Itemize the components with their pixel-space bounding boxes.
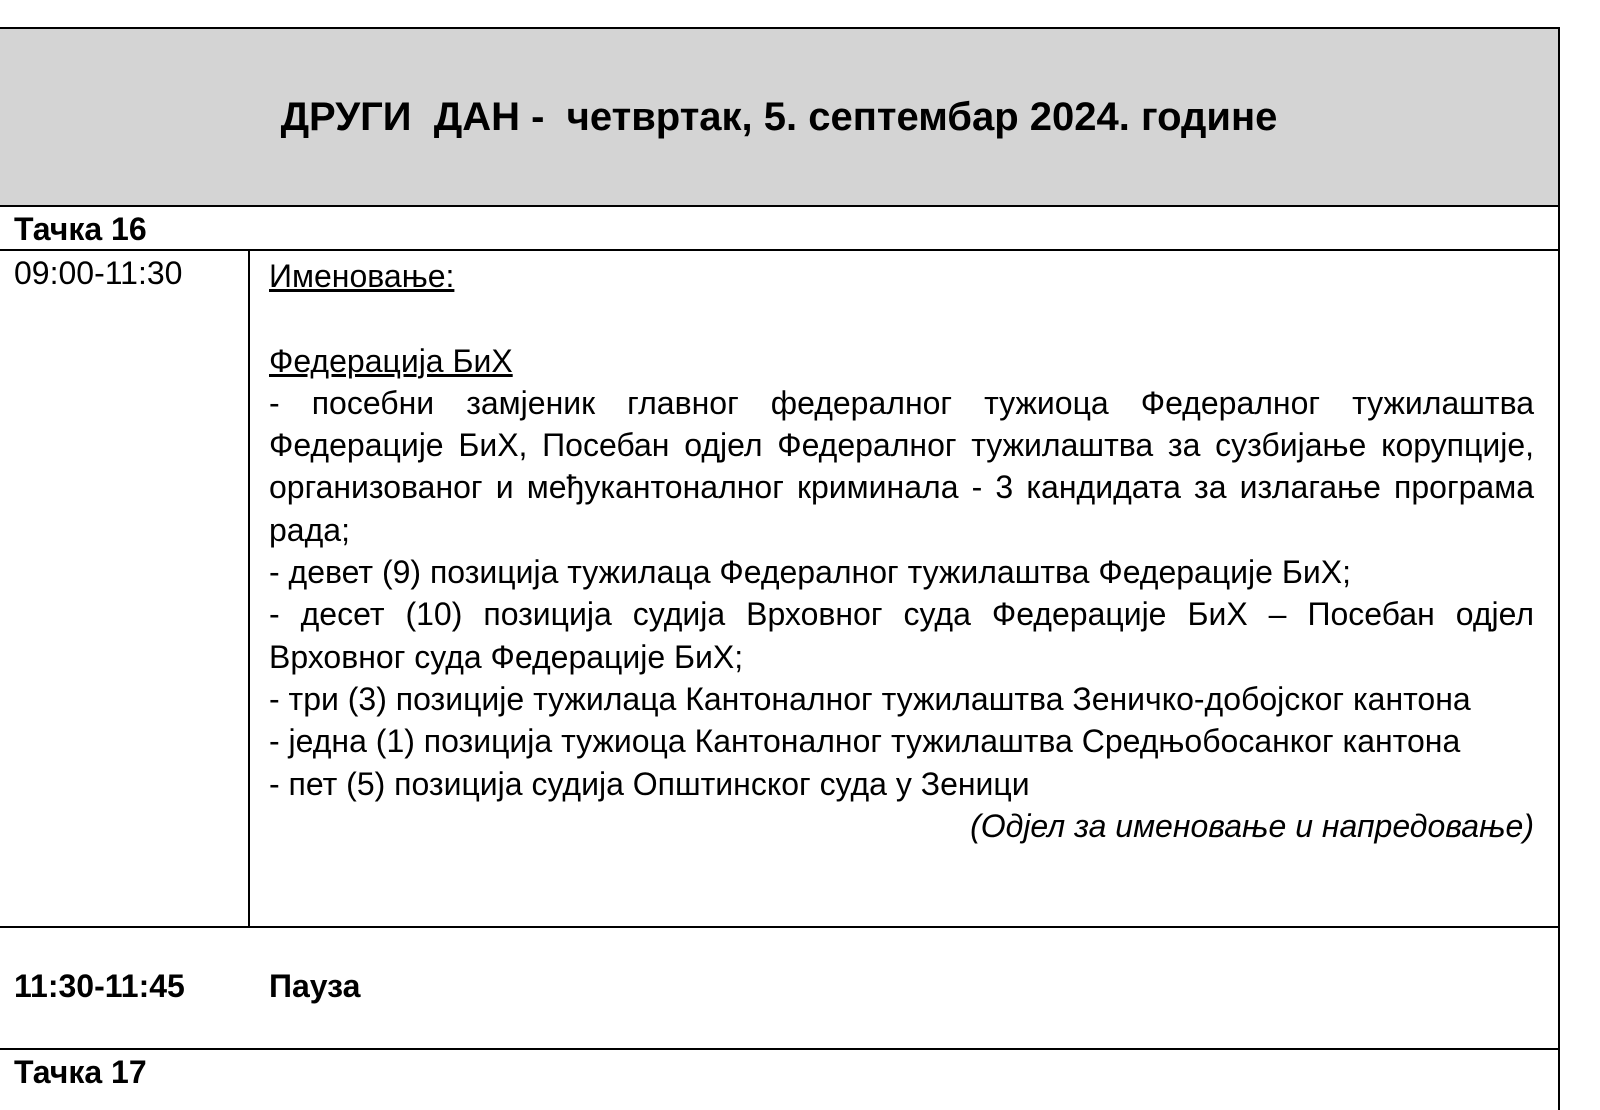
list-item: - три (3) позиције тужилаца Кантоналног тужилаштва Зеничко-добојског кантона bbox=[269, 680, 1471, 717]
agenda-item-17-header bbox=[0, 1050, 1560, 1110]
agenda-item-16-header bbox=[0, 207, 1560, 251]
spacer bbox=[269, 297, 1534, 339]
page-title: ДРУГИ ДАН - четвртак, 5. септембар 2024. године bbox=[280, 94, 1278, 139]
time-cell bbox=[0, 251, 250, 926]
time-slot: 09:00-11:30 bbox=[14, 255, 183, 291]
section-heading: Именовање: bbox=[269, 258, 455, 294]
list-item: - девет (9) позиција тужилаца Федералног тужилаштва Федерације БиХ; bbox=[269, 554, 1351, 591]
item-title: Тачка 16 bbox=[14, 211, 147, 247]
break-time: 11:30-11:45 bbox=[14, 968, 185, 1004]
break-label: Пауза bbox=[269, 968, 361, 1004]
department-note: (Одјел за именовање и напредовање) bbox=[970, 807, 1534, 844]
item-content bbox=[269, 255, 1534, 847]
item-title: Тачка 17 bbox=[14, 1054, 147, 1090]
agenda-item-16-row bbox=[0, 251, 1560, 928]
day-header bbox=[0, 27, 1560, 207]
list-item: - десет (10) позиција судија Врховног суда Федерације БиХ – Посебан одјел Врховног суда Федерације БиХ; bbox=[269, 596, 1534, 675]
entity-heading: Федерација БиХ bbox=[269, 342, 513, 379]
list-item: - једна (1) позиција тужиоца Кантоналног тужилаштва Средњобосанког кантона bbox=[269, 723, 1461, 760]
break-row bbox=[0, 928, 1560, 1050]
list-item: - пет (5) позиција судија Општинског суда у Зеници bbox=[269, 765, 1030, 802]
list-item: - посебни замјеник главног федералног тужиоца Федералног тужилаштва Федерације БиХ, Посебан одјел Федералног тужилаштва за сузбијање корупције, организованог и међукантоналног криминала - 3 кандидата за излагање програма рада; bbox=[269, 384, 1534, 548]
